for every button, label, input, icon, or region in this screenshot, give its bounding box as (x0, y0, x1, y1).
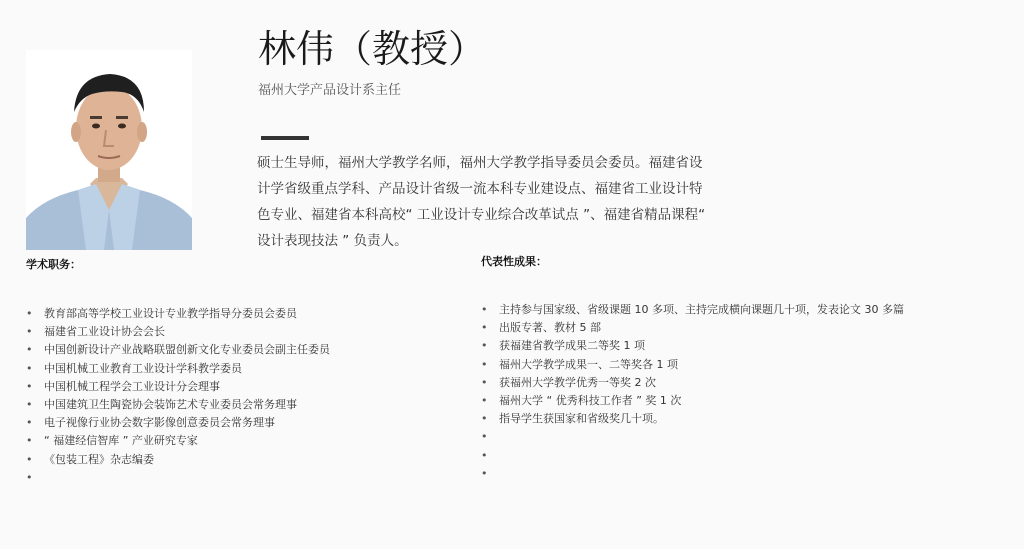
divider (261, 136, 309, 140)
achievement-item: • 出版专著、教材 5 部 (481, 319, 1001, 337)
academic-positions-heading: 学术职务： (26, 258, 81, 271)
academic-position-item: • 中国机械工业教育工业设计学科教学委员 (26, 360, 446, 378)
achievement-item: • 指导学生获国家和省级奖几十项。 (481, 410, 1001, 428)
achievement-item (481, 428, 1001, 446)
achievement-item: • 获福州大学教学优秀一等奖 2 次 (481, 374, 1001, 392)
academic-position-item: • 电子视像行业协会数字影像创意委员会常务理事 (26, 414, 446, 432)
achievement-item (481, 447, 1001, 465)
achievement-item: • 主持参与国家级、省级课题 10 多项、主持完成横向课题几十项，发表论文 30 多篇 (481, 301, 1001, 319)
achievement-item (481, 465, 1001, 483)
professor-name: 林伟（教授） (258, 27, 487, 71)
academic-position-item: • 《包装工程》杂志编委 (26, 451, 446, 469)
profile-photo (26, 50, 192, 250)
academic-position-item: • 中国机械工程学会工业设计分会理事 (26, 378, 446, 396)
academic-position-item: • 中国建筑卫生陶瓷协会装饰艺术专业委员会常务理事 (26, 396, 446, 414)
achievement-item: • 福州大学 “ 优秀科技工作者 ” 奖 1 次 (481, 392, 1001, 410)
bio-paragraph: 硕士生导师，福州大学教学名师，福州大学教学指导委员会委员。福建省设计学省级重点学科、产品设计省级一流本科专业建设点、福建省工业设计特色专业、福建省本科高校“ 工业设计专业综合改革试点 ”、福建省精品课程“ 设计表现技法 ” 负责人。 (257, 155, 706, 249)
achievements-heading: 代表性成果： (481, 255, 547, 268)
academic-position-item (26, 469, 446, 487)
achievements-list (481, 301, 1001, 483)
academic-position-item: • “ 福建经信智库 ” 产业研究专家 (26, 432, 446, 450)
professor-title: 福州大学产品设计系主任 (258, 83, 402, 98)
achievement-item: • 获福建省教学成果二等奖 1 项 (481, 337, 1001, 355)
portrait-image (26, 50, 192, 250)
academic-position-item: • 教育部高等学校工业设计专业教学指导分委员会委员 (26, 305, 446, 323)
academic-position-item: • 中国创新设计产业战略联盟创新文化专业委员会副主任委员 (26, 341, 446, 359)
academic-positions-list (26, 305, 446, 487)
achievement-item: • 福州大学教学成果一、二等奖各 1 项 (481, 356, 1001, 374)
academic-position-item: • 福建省工业设计协会会长 (26, 323, 446, 341)
